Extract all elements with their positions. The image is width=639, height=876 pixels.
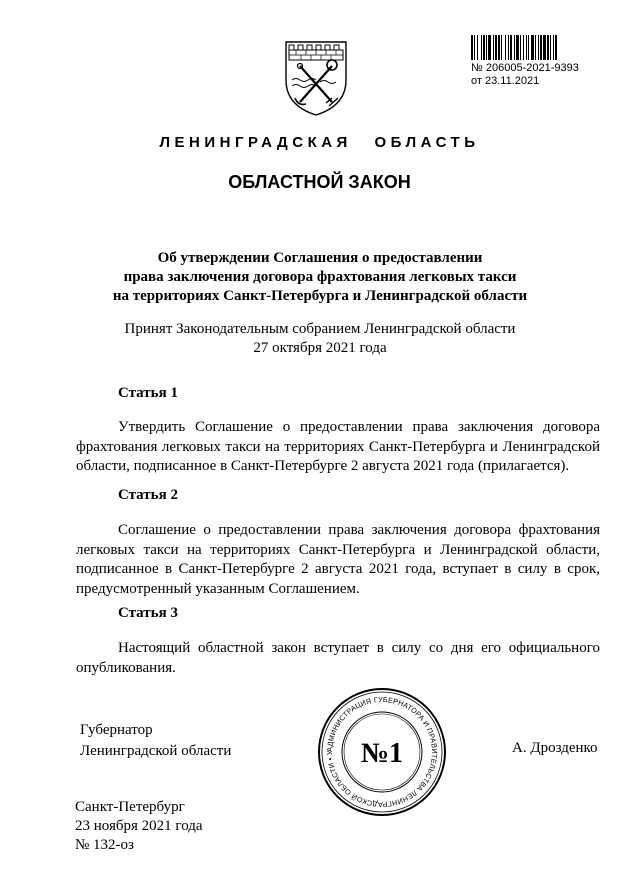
signing-date: 23 ноября 2021 года	[75, 818, 203, 834]
barcode-bar	[508, 35, 509, 60]
barcode-bar	[514, 35, 515, 60]
barcode-bar	[471, 35, 473, 60]
place: Санкт-Петербург	[75, 799, 185, 815]
barcode-bar	[550, 35, 551, 60]
adoption-line: Принят Законодательным собранием Ленинградской области	[124, 321, 516, 337]
law-title-line: права заключения договора фрахтования легковых такси	[123, 269, 517, 285]
barcode-bar	[510, 35, 512, 60]
barcode-bar	[538, 35, 539, 60]
article-3-text: Настоящий областной закон вступает в силу со дня его официального опубликования.	[76, 640, 600, 676]
barcode-bar	[474, 35, 475, 60]
barcode-bar	[505, 35, 506, 60]
article-1-heading: Статья 1	[118, 385, 178, 401]
barcode-bar	[528, 35, 529, 60]
barcode-bar	[481, 35, 482, 60]
barcode-bar	[516, 35, 519, 60]
adoption-note	[60, 320, 580, 358]
barcode-bar	[495, 35, 497, 60]
barcode-bar	[501, 35, 502, 60]
barcode-bar	[540, 35, 542, 60]
coat-of-arms-icon	[282, 34, 350, 116]
signatory-name: А. Дрозденко	[512, 740, 598, 756]
law-title-line: на территориях Санкт-Петербурга и Ленинградской области	[112, 288, 528, 304]
seal-number: №1	[360, 738, 404, 769]
barcode-bar	[526, 35, 527, 60]
barcode-bar	[483, 35, 485, 60]
registration-block	[471, 35, 611, 88]
barcode-bar	[477, 35, 478, 60]
barcode-bar	[520, 35, 521, 60]
barcode-bar	[555, 35, 557, 60]
barcode-bar	[488, 35, 491, 60]
barcode-bar	[547, 35, 549, 60]
registration-date: от 23.11.2021	[471, 75, 540, 87]
barcode-bar	[493, 35, 494, 60]
barcode-bar	[553, 35, 554, 60]
seal-ring-text: АДМИНИСТРАЦИЯ ГУБЕРНАТОРА И ПРАВИТЕЛЬСТВА ЛЕНИНГРАДСКОЙ ОБЛАСТИ • У	[324, 694, 440, 810]
position-line: Ленинградской области	[80, 743, 232, 759]
article-3-heading: Статья 3	[118, 605, 178, 621]
registration-number: № 206005-2021-9393	[471, 62, 579, 74]
barcode-bar	[523, 35, 524, 60]
barcode-bar	[543, 35, 546, 60]
law-title	[60, 249, 580, 306]
position-line: Губернатор	[80, 722, 153, 738]
article-2-text: Соглашение о предоставлении права заключения договора фрахтования легковых такси на территориях Санкт-Петербурга и Ленинградской области, подписанное в Санкт-Петербурге 2 августа 2021 года, вступает в силу в срок, предусмотренный указанным Соглашением.	[76, 522, 600, 597]
article-1-text: Утвердить Соглашение о предоставлении права заключения договора фрахтования легковых такси на территориях Санкт-Петербурга и Ленинградской области, подписанное в Санкт-Петербурге 2 августа 2021 года (прилагается).	[76, 419, 600, 474]
adoption-date: 27 октября 2021 года	[253, 340, 387, 356]
barcode-bar	[498, 35, 500, 60]
place-date-number	[75, 798, 203, 855]
region-heading: ЛЕНИНГРАДСКАЯ ОБЛАСТЬ	[159, 134, 480, 151]
article-2-heading: Статья 2	[118, 487, 178, 503]
barcode-bar	[486, 35, 487, 60]
law-title-line: Об утверждении Соглашения о предоставлении	[157, 250, 483, 266]
signatory-position	[80, 720, 231, 762]
barcode-icon	[471, 35, 609, 60]
barcode-bar	[535, 35, 536, 60]
document-type: ОБЛАСТНОЙ ЗАКОН	[228, 172, 411, 192]
official-round-seal-icon	[316, 686, 448, 818]
law-number: № 132-оз	[75, 837, 134, 853]
barcode-bar	[531, 35, 534, 60]
